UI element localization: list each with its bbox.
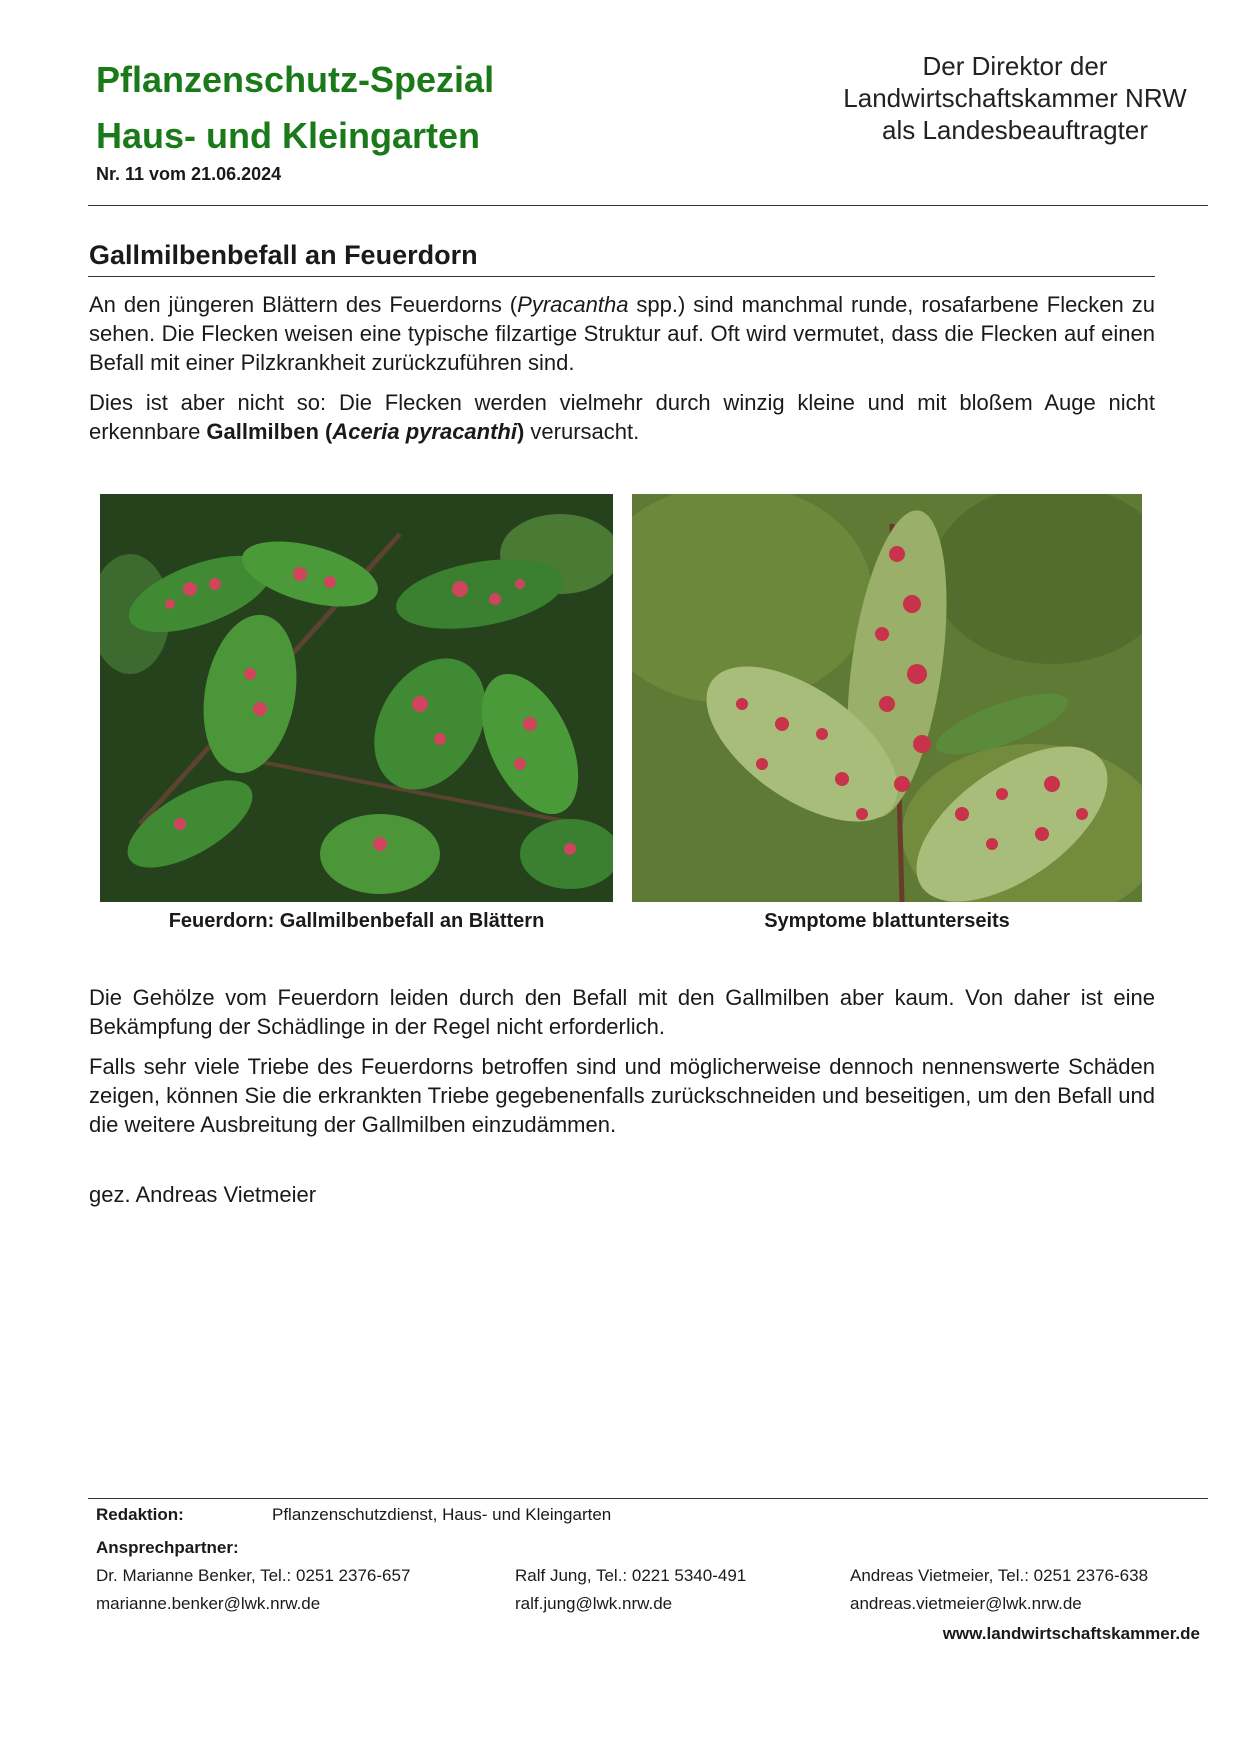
director-line-2: Landwirtschaftskammer NRW [843,83,1187,113]
leaves-illustration [100,494,613,902]
p2-text-a: Dies ist aber nicht so: Die Flecken werden vielmehr durch winzig kleine und mit bloßem Auge nicht erkennbare [89,390,1155,444]
p2-bold-close: ) [516,419,525,444]
contact-2-email[interactable]: ralf.jung@lwk.nrw.de [515,1594,673,1613]
caption-right: Symptome blattunterseits [764,910,1010,932]
contact-2-name: Ralf Jung, Tel.: 0221 5340-491 [515,1566,747,1585]
header-divider [88,205,1208,206]
paragraph-3: Die Gehölze vom Feuerdorn leiden durch den Befall mit den Gallmilben aber kaum. Von daher ist eine Bekämpfung der Schädlinge in der Regel nicht erforderlich. [89,985,1155,1039]
contact-1-name: Dr. Marianne Benker, Tel.: 0251 2376-657 [96,1566,411,1585]
p2-bold: Gallmilben ( [206,419,333,444]
paragraph-1 [89,290,1155,377]
heading-underline [88,276,1155,277]
director-line-1: Der Direktor der [922,51,1108,81]
contact-3-email[interactable]: andreas.vietmeier@lwk.nrw.de [850,1594,1082,1613]
contacts-label: Ansprechpartner: [96,1538,239,1557]
footer-divider [88,1498,1208,1499]
title-line-2: Haus- und Kleingarten [96,115,481,156]
photo-leaf-underside [632,494,1142,902]
issue-number: Nr. 11 vom 21.06.2024 [96,164,282,184]
director-line-3: als Landesbeauftragter [882,115,1148,145]
director-block [820,50,1210,146]
leaf-underside-illustration [632,494,1142,902]
p2-species: Aceria pyracanthi [332,419,517,444]
p2-text-b: verursacht. [524,419,640,444]
website-link[interactable]: www.landwirtschaftskammer.de [942,1624,1200,1643]
paragraph-2 [89,388,1155,446]
redaktion-value: Pflanzenschutzdienst, Haus- und Kleingarten [272,1505,612,1524]
redaktion-label: Redaktion: [96,1505,184,1524]
contact-3-name: Andreas Vietmeier, Tel.: 0251 2376-638 [850,1566,1149,1585]
newsletter-title [96,52,494,164]
contact-1-email[interactable]: marianne.benker@lwk.nrw.de [96,1594,321,1613]
title-line-1: Pflanzenschutz-Spezial [96,59,495,100]
p1-species: Pyracantha [517,292,629,317]
article-heading: Gallmilbenbefall an Feuerdorn [89,240,478,270]
paragraph-4: Falls sehr viele Triebe des Feuerdorns betroffen sind und möglicherweise dennoch nennenswerte Schäden zeigen, können Sie die erkrankten Triebe gegebenenfalls zurückschneiden und beseitigen, um den Befall und die weitere Ausbreitung der Gallmilben einzudämmen. [89,1054,1155,1137]
p1-text-a: An den jüngeren Blättern des Feuerdorns ( [89,292,518,317]
p1-text-b: spp.) sind manchmal runde, rosafarbene Flecken zu sehen. Die Flecken weisen eine typische filzartige Struktur auf. Oft wird vermutet, dass die Flecken auf einen Befall mit einer Pilzkrankheit zurückzuführen sind. [89,292,1155,375]
signature: gez. Andreas Vietmeier [89,1182,317,1207]
photo-leaves-infestation [100,494,613,902]
caption-left: Feuerdorn: Gallmilbenbefall an Blättern [168,910,545,932]
